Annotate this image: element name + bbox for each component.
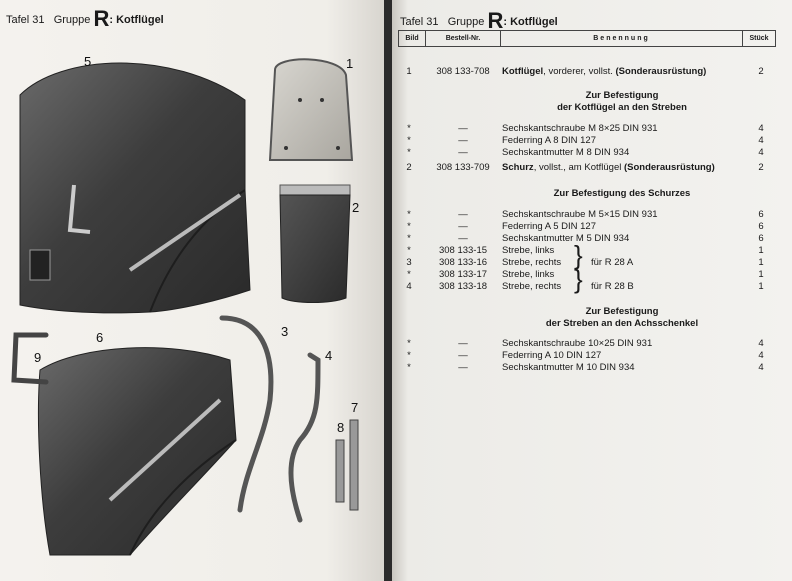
part-7-bracket [350,420,358,510]
row-stueck: 2 [758,66,764,77]
row-bild: 1 [406,66,412,77]
part-label-6: 6 [96,330,104,345]
table-row: 2 308 133-709 Schurz, vollst., am Kotflügel (Sonderausrüstung) 2 [406,162,764,173]
part-label-8: 8 [337,420,345,435]
row-bestell-nr: 308 133-708 [436,66,490,77]
table-row: * — Sechskantmutter M 10 DIN 934 4 [407,362,764,373]
table-row: * — Federring A 8 DIN 127 4 [407,135,764,146]
part-5-fender-front [20,63,250,313]
part-label-5: 5 [84,54,92,69]
variant-note: für R 28 B [591,281,634,292]
part-label-7: 7 [351,400,359,415]
section-heading: Zur Befestigung der Kotflügel an den Streben [557,90,687,113]
brace-r28b: } [574,264,583,294]
part-label-2: 2 [352,200,360,215]
parts-table-header [398,30,776,47]
tafel-label: Tafel 31 [6,14,45,26]
table-row: 4 308 133-18 Strebe, rechts für R 28 B 1 [406,281,764,292]
part-2-mudflap [280,185,350,303]
left-page [0,0,384,581]
part-label-3: 3 [281,324,289,339]
variant-note: für R 28 A [591,257,634,268]
gruppe-letter: R [93,6,110,31]
table-row: * — Sechskantmutter M 8 DIN 934 4 [407,147,764,158]
gruppe-label: Gruppe [53,14,91,26]
table-row: * — Sechskantmutter M 5 DIN 934 6 [407,233,764,244]
section-heading: Zur Befestigung des Schurzes [553,188,691,199]
col-benennung: Benennung [501,31,743,47]
col-bild: Bild [399,31,426,47]
section-heading: Zur Befestigung der Streben an den Achsschenkel [545,306,699,329]
part-1-plate [270,59,352,160]
gruppe-title: : Kotflügel [109,14,164,26]
part-4-strut [291,355,318,520]
right-page [392,0,792,581]
parts-illustration [0,0,384,581]
table-row: * — Sechskantschraube M 8×25 DIN 931 4 [407,123,764,134]
brace-r28a: } [574,240,583,270]
table-row: * — Federring A 10 DIN 127 4 [407,350,764,361]
tafel-label: Tafel 31 [400,16,439,28]
part-label-1: 1 [346,56,354,71]
table-row: 3 308 133-16 Strebe, rechts für R 28 A 1 [406,257,764,268]
gruppe-letter: R [487,8,504,33]
col-stueck: Stück [743,31,776,47]
gruppe-label: Gruppe [447,16,485,28]
table-row: * — Federring A 5 DIN 127 6 [407,221,764,232]
part-label-9: 9 [34,350,42,365]
book-spine [384,0,392,581]
part-6-fender-rear [38,348,236,555]
part-8-bracket [336,440,344,502]
table-row: * — Sechskantschraube 10×25 DIN 931 4 [407,338,764,349]
table-row: * 308 133-15 Strebe, links 1 [407,245,764,256]
table-row: * 308 133-17 Strebe, links 1 [407,269,764,280]
table-row [398,66,776,78]
part-label-4: 4 [325,348,333,363]
gruppe-title: : Kotflügel [503,16,558,28]
table-row: * — Sechskantschraube M 5×15 DIN 931 6 [407,209,764,220]
row-benennung: Kotflügel, vorderer, vollst. (Sonderausrüstung) [502,66,707,77]
col-bestell-nr: Bestell-Nr. [426,31,501,47]
